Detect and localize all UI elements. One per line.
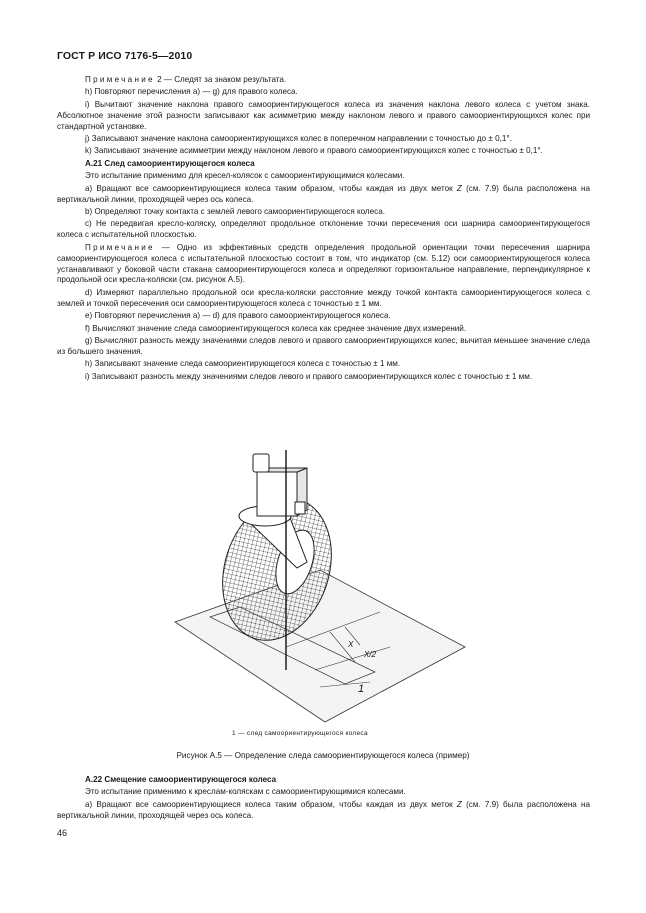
figure-legend: 1 — след самоориентирующегося колеса: [232, 730, 368, 737]
indicator-clamp: [295, 502, 305, 514]
figure-a5-drawing: [155, 442, 485, 742]
section-a21-item-g: g) Вычисляют разность между значениями следов левого и правого самоориентирующихся колес, вычитая меньшее значение следа из большего значения.: [57, 335, 590, 356]
text-part: (см. 7.9) была расположена на вертикальной линии, проходящей через ось колеса.: [57, 183, 591, 204]
text-part: a) Вращают все самоориентирующиеся колеса таким образом, чтобы каждая из двух меток: [85, 183, 457, 193]
label-1: 1: [358, 683, 365, 695]
text-part: (см. 7.9) была расположена на вертикальной линии, проходящей через ось колеса.: [57, 799, 591, 820]
caster-housing: [257, 472, 297, 516]
section-a22-item-a: [57, 800, 590, 822]
section-a21-item-d: d) Измеряют параллельно продольной оси кресла-коляски расстояние между точкой контакта самоориентирующегося колеса с землей и точкой пересечения оси самоориентирующегося колеса с точностью ± 1 мм.: [57, 287, 590, 308]
note-text: — Одно из эффективных средств определения продольной ориентации точки пересечения шарнира самоориентирующегося колеса с испытательной плоскостью состоит в том, что индикатор (см. 5.12) оси самоориентирующегося колеса устанавливают у боковой части стакана самоориентирующегося колеса и определяют горизонтальное направление, перпендикулярное к продольной оси кресла-коляски (см. рисунок А.5).: [57, 242, 590, 285]
section-a22-heading: А.22 Смещение самоориентирующегося колеса: [85, 775, 277, 784]
note-label: Примечание: [85, 75, 155, 84]
section-a22-intro: Это испытание применимо к креслам-коляскам с самоориентирующимися колесами.: [85, 787, 406, 797]
note-label: Примечание: [85, 242, 155, 252]
section-a21-item-h: h) Записывают значение следа самоориентирующегося колеса с точностью ± 1 мм.: [85, 359, 401, 369]
section-a21-item-b: b) Определяют точку контакта с землей левого самоориентирующегося колеса.: [85, 206, 385, 216]
section-a22: [57, 774, 590, 823]
adjust-knob: [253, 454, 269, 472]
main-text: [57, 75, 590, 384]
label-x2: X/2: [364, 650, 377, 659]
section-a21-item-f: f) Вычисляют значение следа самоориентирующегося колеса как среднее значение двух измерений.: [85, 323, 467, 333]
item-i: i) Вычитают значение наклона правого самоориентирующегося колеса из значения наклона левого колеса с учетом знака. Абсолютное значение этой разности записывают как асимметрию между наклоном левого и правого самоориентирующихся колес при стандартной установке.: [57, 99, 590, 131]
section-a21-intro: Это испытание применимо для кресел-колясок с самоориентирующимися колесами.: [85, 171, 405, 181]
section-a21-item-a: [57, 184, 590, 206]
mark-z: Z: [456, 799, 462, 809]
note-text: 2 — Следят за знаком результата.: [154, 75, 287, 84]
note-2: [57, 75, 590, 86]
section-a21-heading: А.21 След самоориентирующегося колеса: [85, 158, 255, 168]
item-k: k) Записывают значение асимметрии между наклоном левого и правого самоориентирующихся колес с точностью ± 0,1°.: [85, 146, 543, 156]
item-h: h) Повторяют перечисления a) — g) для правого колеса.: [85, 87, 298, 97]
mark-z: Z: [456, 183, 462, 193]
section-a21-item-e: e) Повторяют перечисления a) — d) для правого самоориентирующегося колеса.: [85, 311, 391, 321]
note-3: [57, 243, 590, 287]
section-a21-item-c: c) Не передвигая кресло-коляску, определяют продольное отклонение точки пересечения оси шарнира самоориентирующегося колеса с испытательной плоскостью.: [57, 219, 590, 240]
document-header: ГОСТ Р ИСО 7176-5—2010: [57, 50, 193, 62]
label-x: X: [348, 640, 354, 649]
figure-caption: Рисунок А.5 — Определение следа самоориентирующегося колеса (пример): [176, 751, 470, 760]
section-a21-item-i: i) Записывают разность между значениями следов левого и правого самоориентирующихся колес с точностью ± 1 мм.: [85, 371, 533, 381]
page-number: 46: [57, 828, 68, 838]
item-j: j) Записывают значение наклона самоориентирующихся колес в поперечном направлении с точностью до ± 0,1°.: [85, 134, 512, 144]
text-part: a) Вращают все самоориентирующиеся колеса таким образом, чтобы каждая из двух меток: [85, 799, 457, 809]
